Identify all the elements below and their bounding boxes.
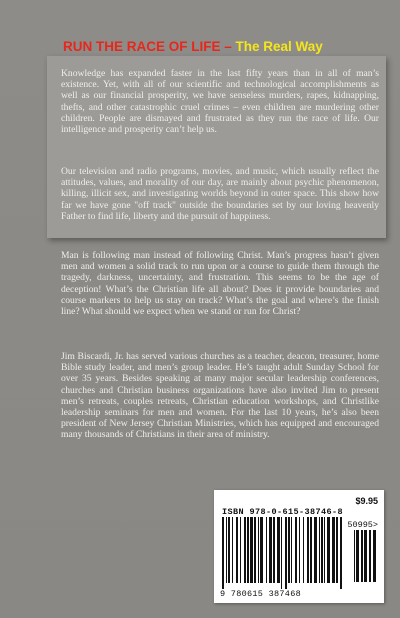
title-main: RUN THE RACE OF LIFE – — [63, 39, 232, 54]
barcode-number: 9 780615 387468 — [220, 589, 302, 599]
paragraph-media: Our television and radio programs, movies, and music, which usually reflect the attitudes, values, and morality of our day, are mainly about psychic phenomenon, killing, illicit sex, and investigating worlds beyond in outer space. This show how far we have gone "off track" outside the boundaries set by our loving heavenly Father to find life, liberty and the pursuit of happiness. — [61, 166, 379, 222]
title-sub: The Real Way — [231, 39, 323, 54]
barcode-addon: 50995> — [347, 520, 378, 530]
barcode-bars-icon — [220, 517, 346, 589]
barcode-isbn: ISBN 978-0-615-38746-8 — [222, 507, 344, 517]
paragraph-author-bio: Jim Biscardi, Jr. has served various churches as a teacher, deacon, treasurer, home Bible study leader, and men’s group leader. He’s taught adult Sunday School for over 35 years. Besides speaking at many major secular leadership conferences, churches and Christian business organizations have also invited Jim to present men’s retreats, couples retreats, Christian education workshops, and Christlike leadership seminars for men and women. For the last 10 years, he’s also been president of New Jersey Christian Ministries, which has equipped and encouraged many thousands of Christians in their area of ministry. — [61, 351, 379, 441]
cover-title — [63, 39, 383, 55]
paragraph-knowledge: Knowledge has expanded faster in the last fifty years than in all of man’s existence. Yet, with all of our scientific and technological accomplishments as well as our financial prosperity, we have senseless murders, rapes, kidnapping, thefts, and other catastrophic cruel crimes – even children are murdering other children. People are dismayed and frustrated as they run the race of life. Our intelligence and prosperity can’t help us. — [61, 68, 379, 136]
paragraph-following-christ: Man is following man instead of following Christ. Man’s progress hasn’t given men and women a solid track to run upon or a course to guide them through the tragedy, darkness, uncertainty, and frustration. This seems to be the age of deception! What’s the Christian life all about? Does it provide boundaries and course markers to help us stay on track? What’s the goal and where’s the finish line? What should we expect when we stand or run for Christ? — [61, 250, 379, 318]
isbn-barcode-box — [214, 490, 384, 603]
barcode-addon-bars-icon — [352, 530, 380, 588]
barcode-price: $9.95 — [355, 496, 378, 506]
